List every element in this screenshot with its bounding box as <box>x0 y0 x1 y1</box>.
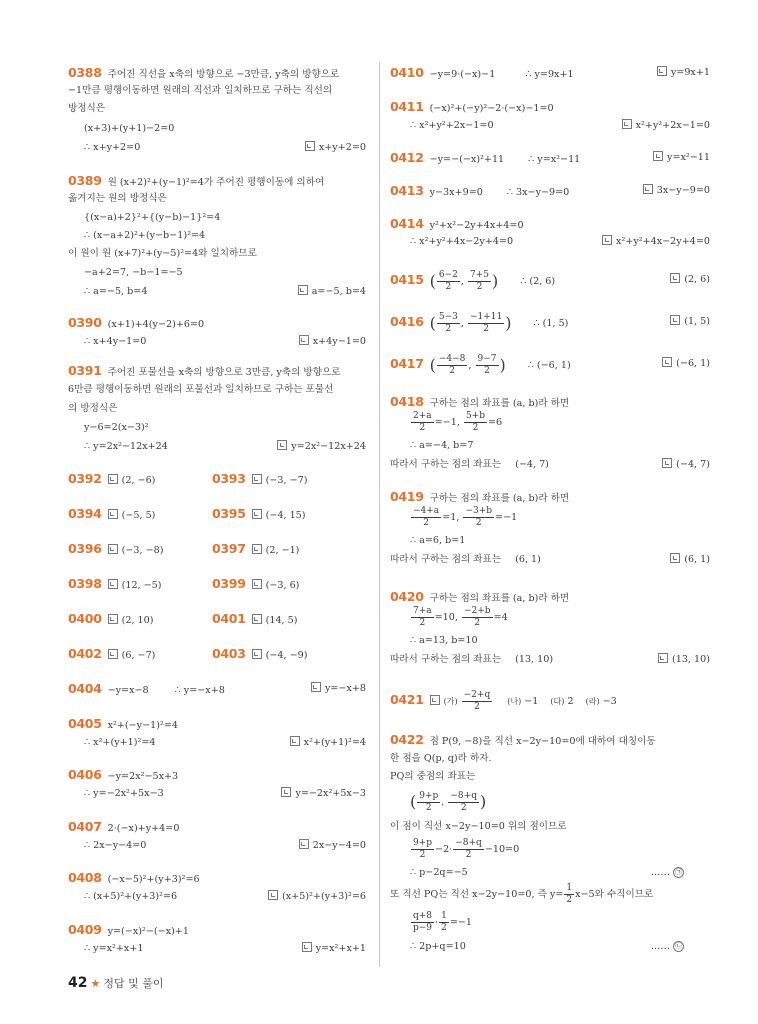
answer <box>311 682 366 696</box>
equation-line: 2·(−x)+y+4=0 <box>107 823 180 834</box>
result: ∴ (1, 5) <box>533 318 569 329</box>
denominator: 2 <box>423 518 429 528</box>
result: ∴ (2, 6) <box>520 276 556 287</box>
solution-line: 옮겨지는 원의 방정식은 <box>68 193 167 204</box>
solution-line: 구하는 점의 좌표를 (a, b)라 하면 <box>429 398 570 409</box>
answer <box>662 458 710 472</box>
numerator: 2+a <box>413 411 432 421</box>
answer-text: (2, −1) <box>265 545 300 556</box>
denominator: 2 <box>472 423 479 433</box>
answer-box-icon <box>108 614 118 624</box>
problem-number: 0406 <box>68 767 102 782</box>
answer-text: (−3, −8) <box>121 545 164 556</box>
answer-text: y=2x²−12x+24 <box>291 441 366 452</box>
problem-number: 0398 <box>68 576 102 591</box>
equation-line: ∴ y=2x²−12x+24 <box>84 441 168 452</box>
equation-part: · <box>435 917 439 928</box>
problem-number: 0404 <box>68 681 102 696</box>
fraction <box>462 606 493 629</box>
label-ra: (라) <box>585 697 600 706</box>
solution-line: 의 방정식은 <box>68 403 118 414</box>
problem-number: 0400 <box>68 611 102 626</box>
answer-box-icon <box>108 474 118 484</box>
numerator: 6−2 <box>438 270 458 280</box>
fraction <box>437 270 460 293</box>
denominator: 2 <box>419 850 426 860</box>
problem-number: 0414 <box>390 216 424 231</box>
solution-line: PQ의 중점의 좌표는 <box>390 771 476 782</box>
equation-line: −y=−(−x)²+11 <box>429 154 505 165</box>
numerator: −3+b <box>465 506 493 516</box>
answer-box-icon <box>670 273 680 283</box>
numerator: −4−8 <box>438 354 466 364</box>
answer-text: −1 <box>524 696 539 707</box>
equation-part: =6 <box>487 417 503 428</box>
answer <box>299 335 366 349</box>
fraction <box>411 606 434 629</box>
answer-text: (−5, 5) <box>121 510 156 521</box>
solution-line: 방정식은 <box>68 103 106 114</box>
problem-number: 0394 <box>68 506 102 521</box>
answer-box-icon <box>302 942 312 952</box>
fraction <box>437 354 468 377</box>
solution-line: −1만큼 평행이동하면 원래의 직선과 일치하므로 구하는 직선의 <box>68 85 333 96</box>
answer-text: y=−x+8 <box>324 683 366 694</box>
fraction <box>462 690 493 713</box>
answer-text: (−3, 6) <box>265 580 300 591</box>
equation-line: {(x−a)+2}²+{(y−b)−1}²=4 <box>84 212 221 223</box>
answer-text: 2 <box>567 696 574 707</box>
numerator: −8+q <box>455 838 482 848</box>
section-title: 정답 및 풀이 <box>103 977 164 990</box>
equation-part: =−1, <box>434 417 460 428</box>
column-divider <box>379 62 380 967</box>
problem-number: 0405 <box>68 716 102 731</box>
numerator: 1 <box>566 883 573 893</box>
answer-box-icon <box>311 682 321 692</box>
answer-text: (2, −6) <box>121 475 156 486</box>
problem-number: 0391 <box>68 363 102 378</box>
star-icon: ★ <box>90 977 101 990</box>
circled-marker-icon: ㉠ <box>675 868 682 876</box>
solution-line: 이 점이 직선 x−2y−10=0 위의 점이므로 <box>390 821 567 832</box>
page: 0388 주어진 직선을 x축의 방향으로 −3만큼, y축의 방향으로 −1만큼 평행이동하면 원래의 직선과 일치하므로 구하는 직선의 방정식은 (x+3)+(y+1)−2=0 ∴ x+y+2=0 x+y+2=0 0389 원 (x+2)²+(y−1)²=4가 주어진 평행이동에 의하여 옮겨지는 원의 방정식은 {(x−a)+2}²+{(y−b)−1}²=4 ∴ (x−a+2)²+(y−b−1)²=4 이 원이 원 (x+7)²+(y−5)²=4와 일치하므로 −a+2=7, −b−1=−5 ∴ a=−5, b=4 a=−5, b=4 0390 (x+1)+4(y−2)+6=0 ∴ x+4y−1=0 x+4y−1=0 0391 주어진 포물선을 x축의 방향으로 3만큼, y축의 방향으로 6만큼 평행이동하면 원래의 포물선과 일치하므로 구하는 포물선 의 방정식은 y−6=2(x−3)² ∴ y=2x²−12x+24 y=2x²−12x+24 0392 (2, −6) 0393 (−3, −7) 0394 (−5, 5) 0395 (−4, 15) 0396 (−3, −8) 0397 (2, −1) 0398 (12, −5) 0399 (−3, 6) 0400 (2, 10) 0401 (14, 5) 0402 (6, −7) 0403 (−4, −9) 0404 −y=x−8 ∴ y=−x+8 y=−x+8 0405 x²+(−y−1)²=4 ∴ x²+(y+1)²=4 x²+(y+1)²=4 0406 −y=2x²−5x+3 ∴ y=−2x²+5x−3 y=−2x²+5x−3 0407 2·(−x)+y+4=0 ∴ 2x−y−4=0 2x−y−4=0 0408 (−x−5)²+(y+3)²=6 ∴ (x+5)²+(y+3)²=6 (x+5)²+(y+3)²=6 0409 y=(−x)²−(−x)+1 ∴ y=x²+x+1 y=x²+x+1 0410 −y=9·(−x)−1 ∴ y=9x+1 y=9x+1 0411 (−x)²+(−y)²−2·(−x)−1=0 ∴ x²+y²+2x−1=0 x²+y²+2x−1=0 0412 −y=−(−x)²+11 ∴ y=x²−11 y=x²−11 0413 y−3x+9=0 ∴ 3x−y−9=0 3x−y−9=0 0414 y²+x²−2y+4x+4=0 ∴ x²+y²+4x−2y+4=0 x²+y²+4x−2y+4=0 0415 ( $\frac{6-2}{2}$ , $\frac{7+5}{2}$ ) ∴ (2, 6) (2, 6) 0416 ( $\frac{5-3}{2}$ , $\frac{-1+11}{2}$ ) ∴ (1, 5) (1, 5) 0417 ( $\frac{-4-8}{2}$ , $\frac{9-7}{2}$ ) ∴ (−6, 1) (−6, 1) 0418 구하는 점의 좌표를 (a, b)라 하면 $\frac{2+a}{2}$ =−1, $\frac{5+b}{2}$ =6 ∴ a=−4, b=7 따라서 구하는 점의 좌표는 (−4, 7) (−4, 7) 0419 구하는 점의 좌표를 (a, b)라 하면 $\frac{-4+a}{2}$ =1, $\frac{-3+b}{2}$ =−1 ∴ a=6, b=1 따라서 구하는 점의 좌표는 (6, 1) (6, 1) 0420 구하는 점의 좌표를 (a, b)라 하면 $\frac{7+a}{2}$ =10, $\frac{-2+b}{2}$ =4 ∴ a=13, b=10 따라서 구하는 점의 좌표는 (13, 10) (13, 10) 0421 (가) $\frac{-2+q}{2}$ (나) −1 (다) 2 (라) −3 0422 점 P(9, −8)을 직선 x−2y−10=0에 대하여 대칭이동 한 점을 Q(p, q)라 하자. PQ의 중점의 좌표는 ( $\frac{9+p}{2}$ , $\frac{-8+q}{2}$ ) 이 점이 직선 x−2y−10=0 위의 점이므로 $\frac{9+p}{2}$ −2· $\frac{-8+q}{2}$ −10=0 ∴ p−2q=−5 …… ㉠ 또 직선 PQ는 직선 x−2y−10=0, 즉 y= $\frac{1}{2}$ x−5와 수직이므로 $\frac{q+8}{p-9}$ · $\frac{1}{2}$ =−1 ∴ 2p+q=10 …… ㉡ 42 ★ 정답 및 풀이 <box>0 0 758 1024</box>
denominator: p−9 <box>413 923 433 933</box>
equation-line: ∴ a=−4, b=7 <box>410 440 474 451</box>
answer-text: (14, 5) <box>265 615 298 626</box>
solution-line: 6만큼 평행이동하면 원래의 포물선과 일치하므로 구하는 포물선 <box>68 384 334 395</box>
answer-text: x²+(y+1)²=4 <box>303 737 366 748</box>
problem-number: 0417 <box>390 356 424 371</box>
denominator: 2 <box>465 850 472 860</box>
numerator: −2+q <box>463 690 491 700</box>
equation-line: ∴ a=13, b=10 <box>410 635 478 646</box>
denominator: 2 <box>445 324 452 334</box>
answer-box-icon <box>281 787 291 797</box>
answer-box-icon <box>108 544 118 554</box>
denominator: 2 <box>460 802 467 813</box>
answer-box-icon <box>299 839 309 849</box>
problem-number: 0408 <box>68 870 102 885</box>
fraction <box>437 312 460 335</box>
answer-text: 2x−y−4=0 <box>312 840 366 851</box>
solution-line: 따라서 구하는 점의 좌표는 <box>390 459 502 470</box>
solution-line: x−5와 수직이므로 <box>575 889 654 900</box>
label-na: (나) <box>507 697 522 706</box>
result: ∴ (−6, 1) <box>527 360 571 371</box>
denominator: 2 <box>476 282 483 292</box>
answer-box-icon <box>643 184 653 194</box>
answer <box>602 235 710 249</box>
denominator: 2 <box>419 618 426 628</box>
fraction <box>453 838 484 861</box>
answer-box-icon <box>299 335 309 345</box>
answer-box-icon <box>252 614 262 624</box>
answer <box>670 553 710 567</box>
equation-line: ∴ (x+5)²+(y+3)²=6 <box>84 891 178 902</box>
answer-box-icon <box>658 653 668 663</box>
solution-line: 따라서 구하는 점의 좌표는 <box>390 654 502 665</box>
equation-line: x²+(−y−1)²=4 <box>107 720 178 731</box>
answer-text: a=−5, b=4 <box>311 286 366 297</box>
problem-number: 0409 <box>68 922 102 937</box>
denominator: 2 <box>449 366 455 376</box>
answer-box-icon <box>602 235 612 245</box>
solution-line: 구하는 점의 좌표를 (a, b)라 하면 <box>429 593 570 604</box>
equation-line: ∴ 3x−y−9=0 <box>506 187 570 198</box>
answer-text: y=−2x²+5x−3 <box>295 788 366 799</box>
fraction <box>448 791 479 814</box>
equation-line: −y=x−8 <box>107 685 149 696</box>
solution-line: 한 점을 Q(p, q)라 하자. <box>390 753 492 764</box>
numerator: 5+b <box>465 411 485 421</box>
fraction <box>476 354 499 377</box>
answer-box-icon <box>277 440 287 450</box>
answer <box>657 66 710 80</box>
fraction <box>411 838 434 861</box>
answer-box-icon <box>298 285 308 295</box>
answer <box>268 890 366 904</box>
denominator: 2 <box>474 702 480 712</box>
denominator: 2 <box>419 423 426 433</box>
answer <box>643 184 710 198</box>
problem-number: 0421 <box>390 692 424 707</box>
answer <box>290 736 366 750</box>
answer-text: (−4, 15) <box>265 510 306 521</box>
answer-box-icon <box>670 315 680 325</box>
answer-box-icon <box>252 474 262 484</box>
answer-text: (2, 6) <box>684 274 710 285</box>
equation-line: ∴ x²+y²+4x−2y+4=0 <box>410 236 514 247</box>
problem-number: 0415 <box>390 272 424 287</box>
page-footer <box>68 975 163 991</box>
equation-line: ∴ y=x²−11 <box>528 154 581 165</box>
problem-number: 0399 <box>212 576 246 591</box>
solution-line: 원 (x+2)²+(y−1)²=4가 주어진 평행이동에 의하여 <box>107 177 325 188</box>
answer-box-icon <box>252 579 262 589</box>
problem-number: 0401 <box>212 611 246 626</box>
problem-number: 0416 <box>390 314 424 329</box>
answer-box-icon <box>108 579 118 589</box>
answer <box>658 653 710 667</box>
numerator: 9+p <box>413 838 433 848</box>
fraction <box>439 911 449 934</box>
answer-text: y=9x+1 <box>670 67 710 78</box>
denominator: 2 <box>441 923 447 933</box>
answer-text: 3x−y−9=0 <box>656 185 710 196</box>
numerator: q+8 <box>413 911 433 921</box>
answer <box>298 285 366 299</box>
problem-number: 0388 <box>68 65 102 80</box>
answer-box-icon <box>252 544 262 554</box>
fraction <box>411 506 441 529</box>
equation-line: ∴ a=−5, b=4 <box>84 286 148 297</box>
equation-line: y=(−x)²−(−x)+1 <box>107 926 189 937</box>
answer-text: y=x²+x+1 <box>315 943 366 954</box>
answer <box>281 787 366 801</box>
answer-text: (6, −7) <box>121 650 156 661</box>
solution-line: 주어진 직선을 x축의 방향으로 −3만큼, y축의 방향으로 <box>107 69 340 80</box>
answer-text: −3 <box>602 696 617 707</box>
result: (−4, 7) <box>515 459 549 470</box>
fraction <box>468 270 491 293</box>
equation-line: (x+1)+4(y−2)+6=0 <box>107 319 205 330</box>
problem-number: 0419 <box>390 489 424 504</box>
result: (6, 1) <box>515 554 541 565</box>
equation-marker <box>651 866 684 880</box>
numerator: −1+11 <box>469 312 503 322</box>
problem-number: 0413 <box>390 183 424 198</box>
answer <box>305 141 366 155</box>
fraction <box>463 506 494 529</box>
numerator: 7+a <box>413 606 432 616</box>
answer-text: (2, 10) <box>121 615 154 626</box>
answer-box-icon <box>653 151 663 161</box>
numerator: −2+b <box>464 606 491 616</box>
answer-text: (x+5)²+(y+3)²=6 <box>282 891 366 902</box>
answer <box>299 839 366 853</box>
problem-number: 0422 <box>390 732 424 747</box>
numerator: 9+p <box>419 790 439 801</box>
numerator: 1 <box>441 911 447 921</box>
solution-line: 주어진 포물선을 x축의 방향으로 3만큼, y축의 방향으로 <box>107 367 341 378</box>
equation-part: =4 <box>493 612 508 623</box>
equation-line: y²+x²−2y+4x+4=0 <box>429 220 524 231</box>
answer-box-icon <box>252 649 262 659</box>
problem-number: 0411 <box>390 99 424 114</box>
solution-line: 이 원이 원 (x+7)²+(y−5)²=4와 일치하므로 <box>68 248 257 259</box>
problem-number: 0410 <box>390 65 424 80</box>
equation-marker <box>651 940 684 954</box>
fraction <box>468 312 504 335</box>
numerator: 5−3 <box>438 312 458 322</box>
equation-part: −10=0 <box>484 844 520 855</box>
solution-line: 구하는 점의 좌표를 (a, b)라 하면 <box>429 493 570 504</box>
answer-box-icon <box>290 736 300 746</box>
equation-line: ∴ a=6, b=1 <box>410 535 466 546</box>
answer-box-icon <box>670 553 680 563</box>
answer-box-icon <box>252 509 262 519</box>
equation-line: (x+3)+(y+1)−2=0 <box>84 123 175 134</box>
denominator: 2 <box>445 282 452 292</box>
equation-line: ∴ 2x−y−4=0 <box>84 840 147 851</box>
fraction <box>411 411 434 434</box>
answer-text: x²+y²+2x−1=0 <box>635 120 710 131</box>
equation-line: ∴ 2p+q=10 <box>410 941 466 952</box>
equation-part: =−1 <box>449 917 473 928</box>
denominator: 2 <box>475 518 482 528</box>
equation-line: −y=9·(−x)−1 <box>429 69 496 80</box>
answer-text: y=x²−11 <box>667 152 710 163</box>
label-ga: (가) <box>443 697 458 706</box>
answer-text: x²+y²+4x−2y+4=0 <box>616 236 710 247</box>
answer-text: (1, 5) <box>684 316 710 327</box>
answer-box-icon <box>268 890 278 900</box>
result: (13, 10) <box>515 654 554 665</box>
answer-box-icon <box>430 695 440 705</box>
answer-text: (−6, 1) <box>676 358 710 369</box>
numerator: 7+5 <box>469 270 489 280</box>
solution-line: 따라서 구하는 점의 좌표는 <box>390 554 502 565</box>
solution-line: 점 P(9, −8)을 직선 x−2y−10=0에 대하여 대칭이동 <box>429 736 656 747</box>
fraction <box>464 411 487 434</box>
equation-line: ∴ x+4y−1=0 <box>84 336 147 347</box>
solution-line: 또 직선 PQ는 직선 x−2y−10=0, 즉 y= <box>390 889 564 900</box>
circled-marker-icon: ㉡ <box>675 942 682 950</box>
equation-part: =−1 <box>495 512 518 523</box>
answer-text: (12, −5) <box>121 580 162 591</box>
equation-line: ∴ x+y+2=0 <box>84 142 141 153</box>
page-number: 42 <box>68 975 88 991</box>
answer-text: x+4y−1=0 <box>312 336 366 347</box>
fraction <box>417 791 440 814</box>
dots: …… <box>650 941 670 952</box>
problem-number: 0393 <box>212 471 246 486</box>
equation-line: ∴ p−2q=−5 <box>410 867 468 878</box>
answer-text: x+y+2=0 <box>318 142 366 153</box>
equation-part: =1, <box>442 512 460 523</box>
problem-number: 0397 <box>212 541 246 556</box>
numerator: −8+q <box>450 790 477 801</box>
answer-box-icon <box>657 66 667 76</box>
equation-line: ∴ y=x²+x+1 <box>84 943 144 954</box>
problem-number: 0392 <box>68 471 102 486</box>
answer <box>670 273 710 287</box>
answer-box-icon <box>108 649 118 659</box>
problem-number: 0390 <box>68 315 102 330</box>
denominator: 2 <box>425 802 432 813</box>
equation-line: −a+2=7, −b−1=−5 <box>84 267 183 278</box>
answer-box-icon <box>662 458 672 468</box>
dots: …… <box>650 867 670 878</box>
answer-box-icon <box>622 119 632 129</box>
problem-number: 0402 <box>68 646 102 661</box>
answer <box>670 315 710 329</box>
answer-box-icon <box>662 357 672 367</box>
label-da: (다) <box>550 697 565 706</box>
problem-number: 0389 <box>68 173 102 188</box>
denominator: 2 <box>483 324 489 334</box>
problem-number: 0395 <box>212 506 246 521</box>
equation-line: ∴ x²+y²+2x−1=0 <box>410 120 494 131</box>
denominator: 2 <box>474 618 481 628</box>
answer <box>277 440 366 454</box>
numerator: −4+a <box>413 506 440 516</box>
problem-number: 0418 <box>390 394 424 409</box>
answer-text: (−4, −9) <box>265 650 308 661</box>
answer <box>622 119 710 133</box>
answer-box-icon <box>108 509 118 519</box>
denominator: 2 <box>566 895 573 905</box>
equation-line: y−3x+9=0 <box>429 187 483 198</box>
equation-line: ∴ y=−x+8 <box>174 685 225 696</box>
fraction <box>564 883 574 906</box>
equation-part: −2· <box>435 844 453 855</box>
answer-text: (−3, −7) <box>265 475 308 486</box>
answer-text: (−4, 7) <box>676 459 710 470</box>
problem-number: 0396 <box>68 541 102 556</box>
answer-box-icon <box>305 141 315 151</box>
answer <box>662 357 710 371</box>
denominator: 2 <box>484 366 490 376</box>
equation-part: =10, <box>434 612 458 623</box>
equation-line: ∴ y=−2x²+5x−3 <box>84 788 164 799</box>
equation-line: y−6=2(x−3)² <box>84 422 149 433</box>
equation-line: ∴ (x−a+2)²+(y−b−1)²=4 <box>84 230 206 241</box>
equation-line: (−x−5)²+(y+3)²=6 <box>107 874 200 885</box>
problem-number: 0403 <box>212 646 246 661</box>
answer <box>302 942 366 956</box>
answer <box>653 151 710 165</box>
problem-number: 0412 <box>390 150 424 165</box>
answer-text: (6, 1) <box>684 554 710 565</box>
equation-line: ∴ x²+(y+1)²=4 <box>84 737 156 748</box>
equation-line: (−x)²+(−y)²−2·(−x)−1=0 <box>429 103 554 114</box>
equation-line: −y=2x²−5x+3 <box>107 771 179 782</box>
problem-number: 0407 <box>68 819 102 834</box>
answer-text: (13, 10) <box>671 654 710 665</box>
numerator: 9−7 <box>477 354 497 364</box>
problem-number: 0420 <box>390 589 424 604</box>
fraction <box>411 911 434 934</box>
equation-line: ∴ y=9x+1 <box>525 69 574 80</box>
